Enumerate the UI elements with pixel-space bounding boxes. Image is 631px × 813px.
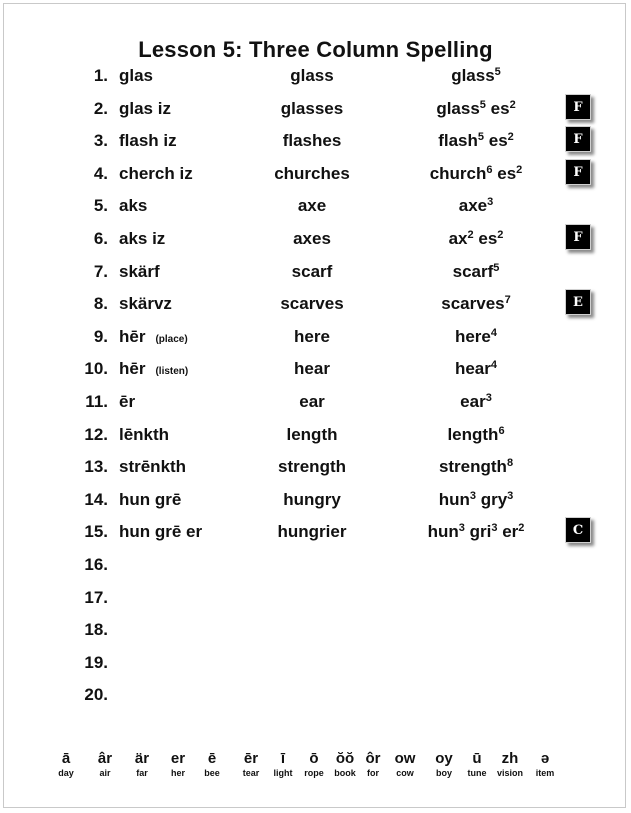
rule-number: 6 xyxy=(498,425,505,437)
spelling-row xyxy=(0,620,631,650)
spelling-row xyxy=(0,66,631,96)
row-number: 1. xyxy=(93,66,108,85)
coded-part: hun xyxy=(427,522,459,541)
rule-number: 7 xyxy=(504,294,511,306)
phonetic-spelling xyxy=(119,229,165,249)
spelling-row xyxy=(0,327,631,357)
coded-part: es xyxy=(492,164,517,183)
row-number: 5. xyxy=(93,196,108,215)
key-symbol: er xyxy=(170,750,186,767)
key-item xyxy=(304,750,324,779)
row-number: 4. xyxy=(93,164,108,183)
row-number: 11. xyxy=(85,392,108,411)
phonetic-text: aks xyxy=(119,196,148,215)
rule-number: 4 xyxy=(490,359,498,371)
coded-spelling xyxy=(395,457,557,477)
coded-part: gri xyxy=(464,522,492,541)
rule-badge: C xyxy=(565,517,591,543)
phonetic-spelling xyxy=(119,327,188,347)
spelling-row xyxy=(0,392,631,422)
spelling-row xyxy=(0,262,631,292)
row-number: 16. xyxy=(84,555,108,574)
coded-spelling xyxy=(395,196,557,216)
key-example-word: light xyxy=(273,768,293,778)
phonetic-spelling xyxy=(119,490,181,510)
rule-badge: F xyxy=(565,94,591,120)
row-number: 13. xyxy=(84,457,108,476)
key-item xyxy=(135,750,149,779)
key-example-word: day xyxy=(58,768,74,778)
key-item xyxy=(243,750,260,779)
key-symbol: är xyxy=(134,750,150,767)
key-symbol: ā xyxy=(61,750,71,767)
page-title: Lesson 5: Three Column Spelling xyxy=(138,37,493,62)
key-example-word: far xyxy=(136,768,148,778)
key-symbol: ī xyxy=(280,750,286,767)
key-example-word: vision xyxy=(496,768,524,778)
coded-part: ear xyxy=(460,392,486,411)
phonetic-text: hun grē er xyxy=(119,522,203,541)
row-number: 2. xyxy=(93,99,108,118)
correct-spelling: flashes xyxy=(282,131,342,150)
rule-number: 3 xyxy=(458,522,465,534)
spelling-row xyxy=(0,588,631,618)
row-number: 6. xyxy=(93,229,108,248)
key-symbol: zh xyxy=(501,750,519,767)
key-example-word: tear xyxy=(242,768,260,778)
rule-number: 3 xyxy=(487,196,494,208)
rule-number: 5 xyxy=(493,262,500,274)
row-number: 14. xyxy=(84,490,108,509)
coded-part: gry xyxy=(475,490,508,509)
row-number: 3. xyxy=(93,131,108,150)
coded-spelling xyxy=(395,164,557,184)
phonetic-spelling xyxy=(119,196,147,216)
coded-part: hear xyxy=(454,359,491,378)
row-number: 18. xyxy=(84,620,108,639)
key-example-word: tune xyxy=(467,768,487,778)
coded-spelling xyxy=(395,229,557,249)
correct-spelling: hungry xyxy=(283,490,341,509)
key-item xyxy=(497,750,523,779)
rule-badge: F xyxy=(565,159,591,185)
spelling-row xyxy=(0,522,631,552)
key-example-word: rope xyxy=(304,768,324,778)
rule-number: 6 xyxy=(486,164,493,176)
row-number: 12. xyxy=(84,425,108,444)
correct-spelling: ear xyxy=(299,392,325,411)
correct-spelling: scarves xyxy=(280,294,344,313)
phonetic-text: skärf xyxy=(119,262,160,281)
key-item xyxy=(536,750,555,779)
spelling-row xyxy=(0,490,631,520)
phonetic-text: flash iz xyxy=(119,131,177,150)
spelling-row xyxy=(0,685,631,715)
correct-spelling: hungrier xyxy=(277,522,347,541)
correct-spelling: length xyxy=(286,425,338,444)
rule-number: 3 xyxy=(491,522,498,534)
key-symbol: ēr xyxy=(243,750,259,767)
key-symbol: ə xyxy=(540,750,550,767)
rule-number: 3 xyxy=(507,490,514,502)
rule-number: 2 xyxy=(507,131,514,143)
coded-part: glass xyxy=(451,66,495,85)
spelling-row xyxy=(0,294,631,324)
spelling-row xyxy=(0,425,631,455)
correct-spelling: strength xyxy=(278,457,346,476)
key-item xyxy=(171,750,185,779)
coded-part: es xyxy=(485,99,510,118)
key-example-word: for xyxy=(367,768,379,778)
key-example-word: item xyxy=(535,768,555,778)
rule-number: 5 xyxy=(479,99,486,111)
key-item xyxy=(58,750,74,779)
rule-number: 3 xyxy=(469,490,476,502)
coded-spelling xyxy=(395,262,557,282)
key-symbol: ū xyxy=(472,750,482,767)
phonetic-spelling xyxy=(119,262,160,282)
phonetic-text: hun grē xyxy=(119,490,182,509)
key-item xyxy=(395,750,416,779)
row-number: 20. xyxy=(84,685,108,704)
coded-part: es xyxy=(473,229,498,248)
row-number: 7. xyxy=(93,262,108,281)
phonetic-text: aks iz xyxy=(119,229,166,248)
key-item xyxy=(204,750,220,779)
spelling-row xyxy=(0,131,631,161)
phonetic-spelling xyxy=(119,522,202,542)
spelling-row xyxy=(0,359,631,389)
key-item xyxy=(274,750,293,779)
row-number: 17. xyxy=(84,588,108,607)
correct-spelling: scarf xyxy=(291,262,333,281)
coded-part: es xyxy=(484,131,508,150)
phonetic-spelling xyxy=(119,131,177,151)
coded-spelling xyxy=(395,327,557,347)
spelling-row xyxy=(0,99,631,129)
coded-part: axe xyxy=(458,196,488,215)
key-item xyxy=(435,750,453,779)
row-number: 10. xyxy=(84,359,108,378)
coded-spelling xyxy=(395,131,557,151)
spelling-row xyxy=(0,229,631,259)
rule-number: 8 xyxy=(506,457,514,469)
phonetic-text: skärvz xyxy=(119,294,172,313)
row-number: 15. xyxy=(84,522,108,541)
key-item xyxy=(366,750,381,779)
rule-number: 5 xyxy=(494,66,501,78)
key-symbol: ō xyxy=(309,750,319,767)
rule-badge: E xyxy=(565,289,591,315)
correct-spelling: hear xyxy=(294,359,330,378)
correct-spelling: axes xyxy=(293,229,331,248)
coded-part: here xyxy=(454,327,491,346)
phonetic-text: lēnkth xyxy=(119,425,170,444)
spelling-row xyxy=(0,457,631,487)
phonetic-text: ēr xyxy=(119,392,136,411)
coded-part: strength xyxy=(438,457,507,476)
coded-part: glass xyxy=(436,99,480,118)
coded-part: ax xyxy=(448,229,468,248)
phonetic-spelling xyxy=(119,392,135,412)
key-symbol: âr xyxy=(97,750,113,767)
coded-spelling xyxy=(395,425,557,445)
correct-spelling: glass xyxy=(290,66,334,85)
meaning-note: (place) xyxy=(155,334,188,345)
correct-spelling: axe xyxy=(297,196,327,215)
key-example-word: air xyxy=(99,768,111,778)
key-item xyxy=(334,750,356,779)
key-symbol: oy xyxy=(435,750,453,767)
key-example-word: her xyxy=(170,768,185,778)
phonetic-spelling xyxy=(119,99,171,119)
correct-spelling: glasses xyxy=(280,99,344,118)
key-symbol: ôr xyxy=(365,750,381,767)
phonetic-spelling xyxy=(119,359,188,379)
phonetic-spelling xyxy=(119,294,172,314)
coded-spelling xyxy=(395,294,557,314)
rule-number: 2 xyxy=(516,164,523,176)
coded-spelling xyxy=(395,490,557,510)
rule-number: 3 xyxy=(485,392,492,404)
phonetic-text: glas iz xyxy=(119,99,171,118)
phonetic-text: glas xyxy=(119,66,154,85)
spelling-row xyxy=(0,164,631,194)
key-example-word: book xyxy=(334,768,356,778)
coded-part: church xyxy=(429,164,487,183)
coded-part: scarf xyxy=(452,262,494,281)
phonetic-text: hēr xyxy=(119,359,146,378)
row-number: 9. xyxy=(93,327,108,346)
rule-number: 4 xyxy=(490,327,498,339)
key-symbol: ē xyxy=(207,750,217,767)
spelling-row xyxy=(0,555,631,585)
rule-number: 2 xyxy=(467,229,474,241)
spelling-row xyxy=(0,196,631,226)
key-example-word: boy xyxy=(435,768,453,778)
rule-number: 5 xyxy=(477,131,485,143)
rule-number: 2 xyxy=(518,522,525,534)
key-item xyxy=(98,750,112,779)
rule-number: 2 xyxy=(509,99,516,111)
rule-badge: F xyxy=(565,224,591,250)
key-symbol: ŏŏ xyxy=(335,750,355,767)
phonetic-spelling xyxy=(119,457,186,477)
meaning-note: (listen) xyxy=(155,366,189,377)
phonetic-spelling xyxy=(119,425,169,445)
phonetic-text: hēr xyxy=(119,327,146,346)
correct-spelling: churches xyxy=(274,164,350,183)
spelling-row xyxy=(0,653,631,683)
key-example-word: cow xyxy=(396,768,414,778)
phonetic-spelling xyxy=(119,66,153,86)
correct-spelling: here xyxy=(294,327,330,346)
coded-part: er xyxy=(497,522,519,541)
key-item xyxy=(468,750,487,779)
row-number: 19. xyxy=(84,653,108,672)
coded-part: hun xyxy=(438,490,470,509)
coded-spelling xyxy=(395,99,557,119)
coded-spelling xyxy=(395,359,557,379)
coded-part: scarves xyxy=(441,294,505,313)
coded-part: length xyxy=(447,425,499,444)
coded-spelling xyxy=(395,392,557,412)
rule-badge: F xyxy=(565,126,591,152)
coded-part: flash xyxy=(438,131,478,150)
key-symbol: ow xyxy=(394,750,416,767)
key-example-word: bee xyxy=(204,768,220,778)
phonetic-text: cherch iz xyxy=(119,164,193,183)
rule-number: 2 xyxy=(497,229,504,241)
row-number: 8. xyxy=(93,294,108,313)
phonetic-spelling xyxy=(119,164,193,184)
coded-spelling xyxy=(395,522,557,542)
phonetic-text: strēnkth xyxy=(119,457,187,476)
coded-spelling xyxy=(395,66,557,86)
